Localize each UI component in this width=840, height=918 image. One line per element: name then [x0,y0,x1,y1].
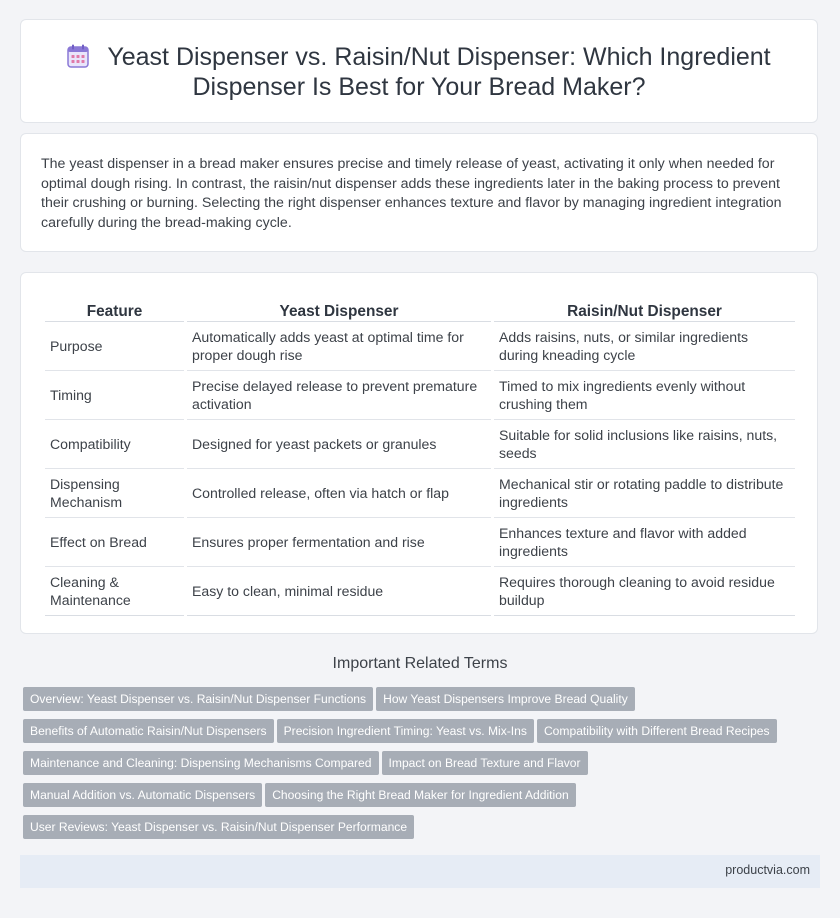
related-term-tag[interactable]: Maintenance and Cleaning: Dispensing Mechanisms Compared [23,751,379,775]
table-row [45,371,795,420]
yeast-cell: Designed for yeast packets or granules [187,420,491,469]
title-line-2: Dispenser Is Best for Your Bread Maker? [192,73,646,101]
yeast-cell: Automatically adds yeast at optimal time for proper dough rise [187,322,491,371]
related-terms-list [23,687,823,847]
tag-row [23,719,823,743]
related-term-tag[interactable]: Overview: Yeast Dispenser vs. Raisin/Nut Dispenser Functions [23,687,373,711]
table-header-row [45,295,795,322]
related-term-tag[interactable]: Impact on Bread Texture and Flavor [382,751,588,775]
feature-cell: Effect on Bread [45,518,184,567]
table-row [45,567,795,616]
title-line-1: Yeast Dispenser vs. Raisin/Nut Dispenser: Which Ingredient [107,43,771,71]
related-term-tag[interactable]: Benefits of Automatic Raisin/Nut Dispensers [23,719,274,743]
comparison-table [42,295,798,616]
tag-row [23,751,823,775]
intro-card [20,133,818,252]
raisin-nut-cell: Timed to mix ingredients evenly without crushing them [494,371,795,420]
header-feature: Feature [45,295,184,322]
page-title [21,42,817,102]
title-card [20,19,818,123]
related-terms-heading: Important Related Terms [332,655,508,672]
related-term-tag[interactable]: Choosing the Right Bread Maker for Ingredient Addition [265,783,575,807]
raisin-nut-cell: Enhances texture and flavor with added ingredients [494,518,795,567]
table-row [45,420,795,469]
tag-row [23,783,823,807]
yeast-cell: Ensures proper fermentation and rise [187,518,491,567]
table-row [45,322,795,371]
yeast-cell: Easy to clean, minimal residue [187,567,491,616]
intro-paragraph: The yeast dispenser in a bread maker ensures precise and timely release of yeast, activating it only when needed for optimal dough rising. In contrast, the raisin/nut dispenser adds these ingredients later in the baking process to prevent their crushing or burning. Selecting the right dispenser enhances texture and flavor by managing ingredient integration carefully during the bread-making cycle. [41,156,782,231]
feature-cell: Timing [45,371,184,420]
header-raisin-nut-dispenser: Raisin/Nut Dispenser [494,295,795,322]
calendar-icon [67,44,89,68]
footer-site-link[interactable]: productvia.com [725,863,810,877]
related-term-tag[interactable]: User Reviews: Yeast Dispenser vs. Raisin/Nut Dispenser Performance [23,815,414,839]
raisin-nut-cell: Suitable for solid inclusions like raisins, nuts, seeds [494,420,795,469]
tag-row [23,687,823,711]
header-yeast-dispenser: Yeast Dispenser [187,295,491,322]
raisin-nut-cell: Requires thorough cleaning to avoid residue buildup [494,567,795,616]
table-row [45,518,795,567]
feature-cell: Purpose [45,322,184,371]
feature-cell: Dispensing Mechanism [45,469,184,518]
yeast-cell: Controlled release, often via hatch or flap [187,469,491,518]
feature-cell: Cleaning & Maintenance [45,567,184,616]
raisin-nut-cell: Mechanical stir or rotating paddle to distribute ingredients [494,469,795,518]
yeast-cell: Precise delayed release to prevent premature activation [187,371,491,420]
related-term-tag[interactable]: Precision Ingredient Timing: Yeast vs. Mix-Ins [277,719,534,743]
tag-row [23,815,823,839]
related-term-tag[interactable]: How Yeast Dispensers Improve Bread Quality [376,687,635,711]
related-term-tag[interactable]: Compatibility with Different Bread Recipes [537,719,777,743]
feature-cell: Compatibility [45,420,184,469]
related-term-tag[interactable]: Manual Addition vs. Automatic Dispensers [23,783,262,807]
footer-bar [20,855,820,888]
comparison-card [20,272,818,634]
raisin-nut-cell: Adds raisins, nuts, or similar ingredients during kneading cycle [494,322,795,371]
table-row [45,469,795,518]
